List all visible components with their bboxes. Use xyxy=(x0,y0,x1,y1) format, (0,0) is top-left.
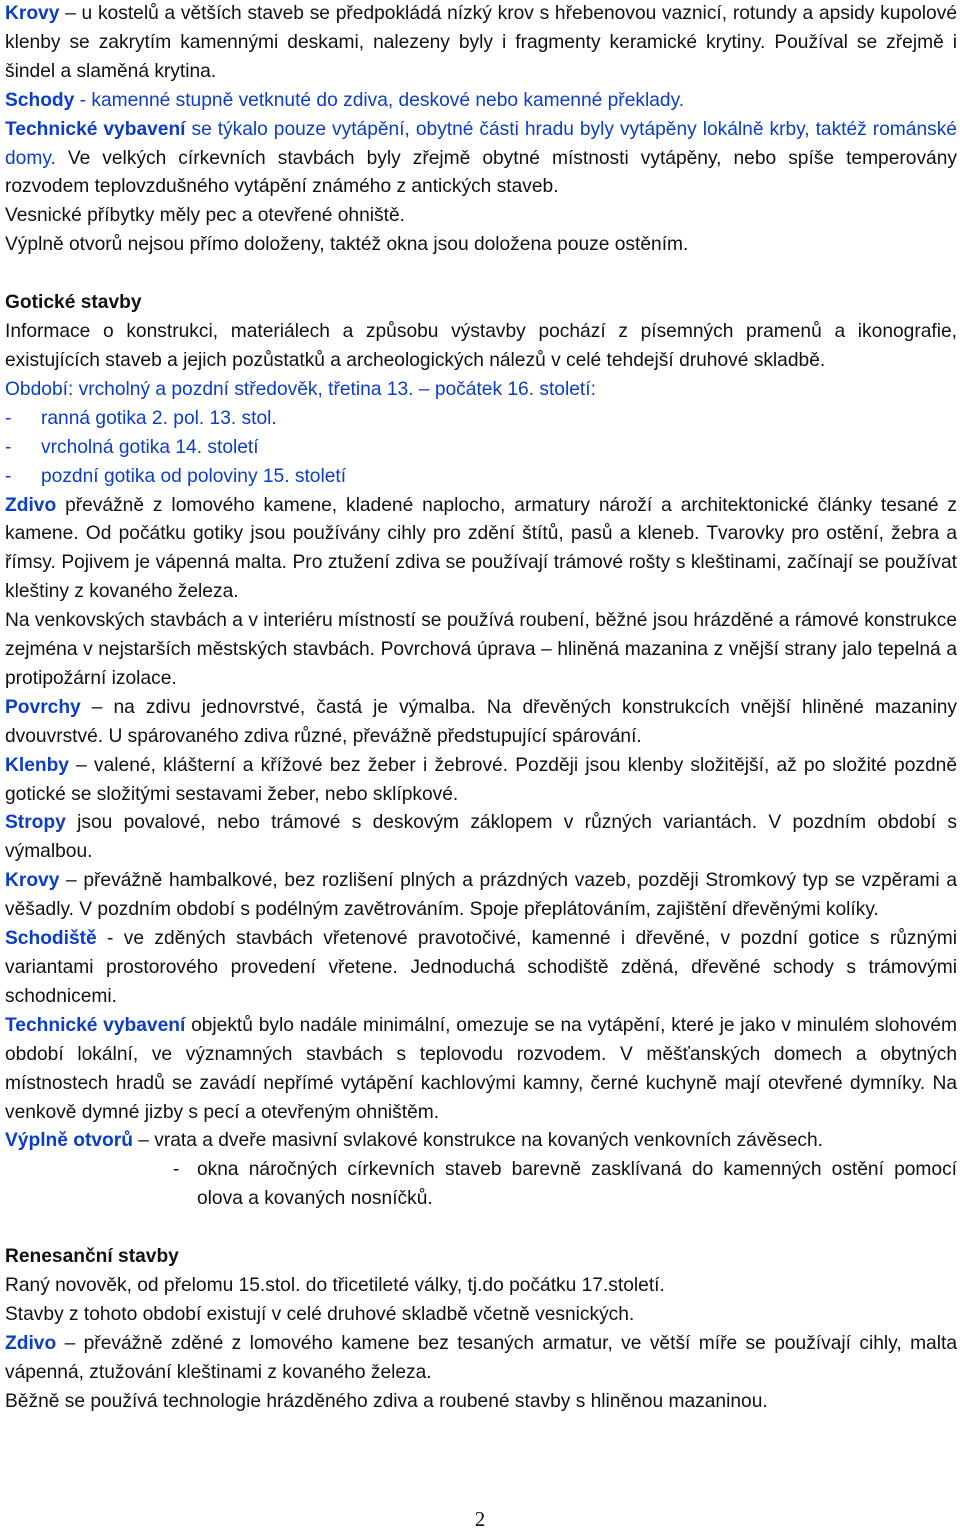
keyword-klenby: Klenby xyxy=(5,754,69,776)
paragraph-gothic-period: Období: vrcholný a pozdní středověk, třetina 13. – počátek 16. století: xyxy=(5,378,596,400)
paragraph-gothic-stropy: Stropy jsou povalové, nebo trámové s deskovým záklopem v různých variantách. V pozdním období s výmalbou. xyxy=(5,812,957,863)
section-heading-gothic: Gotické stavby xyxy=(5,292,142,314)
paragraph-gothic-schodiste: Schodiště - ve zděných stavbách vřetenové pravotočivé, kamenné i dřevěné, v pozdní gotice s různými variantami prostorového provedení vřetene. Jednoduchá schodiště zděná, dřevěné schody s trámovými schodnicemi. xyxy=(5,928,957,1007)
list-item-period: - vrcholná gotika 14. století xyxy=(5,436,259,458)
keyword-schody: Schody xyxy=(5,89,75,111)
keyword-technical-equipment: Technické vybavení xyxy=(5,118,186,140)
paragraph-gothic-rural: Na venkovských stavbách a v interiéru místností se používá roubení, běžné jsou hrázděné a rámové konstrukce zejména v nejstarších městských stavbách. Povrchová úprava – hliněná mazanina z vnější strany jalo tepelná a protipožární izolace. xyxy=(5,610,957,689)
keyword-zdivo: Zdivo xyxy=(5,1332,57,1354)
paragraph-renaissance-zdivo: Zdivo – převážně zděné z lomového kamene bez tesaných armatur, ve větší míře se používají cihly, malta vápenná, ztužování kleštinami z kovaného železa. xyxy=(5,1332,957,1383)
list-item-windows: - okna náročných církevních staveb barevně zasklívaná do kamenných ostění pomocí olova a kovaných nosníčků. xyxy=(173,1159,957,1210)
paragraph-renaissance-period: Raný novověk, od přelomu 15.stol. do třicetileté války, tj.do počátku 17.století. xyxy=(5,1275,665,1297)
paragraph-renaissance-buildings: Stavby z tohoto období existují v celé druhové skladbě včetně vesnických. xyxy=(5,1303,635,1325)
keyword-stropy: Stropy xyxy=(5,812,66,834)
paragraph-gothic-technical: Technické vybavení objektů bylo nadále minimální, omezuje se na vytápění, které je jako v minulém slohovém období lokální, ve významných stavbách s teplovodu rozvodem. V měšťanských domech a obytných místnostech hradů se zavádí nepřímé vytápění kachlovými kamny, černé kuchyně mají otevřené dymníky. Na venkově dymné jizby s pecí a otevřeným ohništěm. xyxy=(5,1014,957,1123)
paragraph-romanesque-schody: Schody - kamenné stupně vetknuté do zdiva, deskové nebo kamenné překlady. xyxy=(5,89,685,111)
list-item-period: - pozdní gotika od poloviny 15. století xyxy=(5,465,347,487)
keyword-povrchy: Povrchy xyxy=(5,696,81,718)
paragraph-romanesque-openings: Výplně otvorů nejsou přímo doloženy, taktéž okna jsou doložena pouze ostěním. xyxy=(5,234,689,256)
paragraph-gothic-intro: Informace o konstrukci, materiálech a způsobu výstavby pochází z písemných pramenů a ikonografie, existujících staveb a jejich pozůstatků a archeologických nálezů v celé tehdejší druhové skladbě. xyxy=(5,321,957,371)
page-number: 2 xyxy=(474,1507,486,1531)
keyword-krovy: Krovy xyxy=(5,870,60,892)
paragraph-gothic-povrchy: Povrchy – na zdivu jednovrstvé, častá je výmalba. Na dřevěných konstrukcích vnější hliněné mazaniny dvouvrstvé. U spárovaného zdiva různé, převážně předstupující spárování. xyxy=(5,696,957,747)
keyword-technical-equipment: Technické vybavení xyxy=(5,1014,186,1036)
section-heading-renaissance: Renesanční stavby xyxy=(5,1246,179,1268)
spacer xyxy=(5,1214,957,1243)
paragraph-romanesque-krovy: Krovy – u kostelů a větších staveb se předpokládá nízký krov s hřebenovou vaznicí, rotundy a apsidy kupolové klenby se zakrytím kamennými deskami, nalezeny byly i fragmenty keramické krytiny. Používal se zřejmě i šindel a slaměná krytina. xyxy=(5,3,957,82)
keyword-krovy: Krovy xyxy=(5,3,60,24)
list-item-period: - ranná gotika 2. pol. 13. stol. xyxy=(5,407,277,429)
paragraph-gothic-klenby: Klenby – valené, klášterní a křížové bez žeber i žebrové. Později jsou klenby složitější, až po složité pozdně gotické se složitými sestavami žeber, nebo sklípkové. xyxy=(5,754,957,805)
paragraph-gothic-openings: Výplně otvorů – vrata a dveře masivní svlakové konstrukce na kovaných venkovních závěsech. xyxy=(5,1130,823,1152)
paragraph-gothic-krovy: Krovy – převážně hambalkové, bez rozlišení plných a prázdných vazeb, později Stromkový typ se vzpěrami a věšadly. V pozdním období s podélným zavětrováním. Spoje přeplátováním, zajištění dřevěnými kolíky. xyxy=(5,870,957,921)
paragraph-renaissance-timber: Běžně se používá technologie hrázděného zdiva a roubené stavby s hliněnou mazaninou. xyxy=(5,1390,768,1412)
keyword-zdivo: Zdivo xyxy=(5,494,57,516)
document-page xyxy=(5,0,957,1417)
paragraph-romanesque-village: Vesnické příbytky měly pec a otevřené ohniště. xyxy=(5,205,405,227)
spacer xyxy=(5,260,957,289)
paragraph-gothic-zdivo: Zdivo převážně z lomového kamene, kladené naplocho, armatury nároží a architektonické články tesané z kamene. Od počátku gotiky jsou používány cihly pro zdění štítů, pasů a kleneb. Tvarovky pro ostění, žebra a římsy. Pojivem je vápenná malta. Pro ztužení zdiva se používají trámové rošty s kleštinami, začínají se používat kleštiny z kovaného železa. xyxy=(5,494,957,603)
paragraph-romanesque-technical: Technické vybavení se týkalo pouze vytápění, obytné části hradu byly vytápěny lokálně krby, taktéž románské domy. Ve velkých církevních stavbách byly zřejmě obytné místnosti vytápěny, nebo spíše temperovány rozvodem teplovzdušného vytápění známého z antických staveb. xyxy=(5,118,957,198)
keyword-vyplne-otvoru: Výplně otvorů xyxy=(5,1130,133,1152)
keyword-schodiste: Schodiště xyxy=(5,928,97,950)
